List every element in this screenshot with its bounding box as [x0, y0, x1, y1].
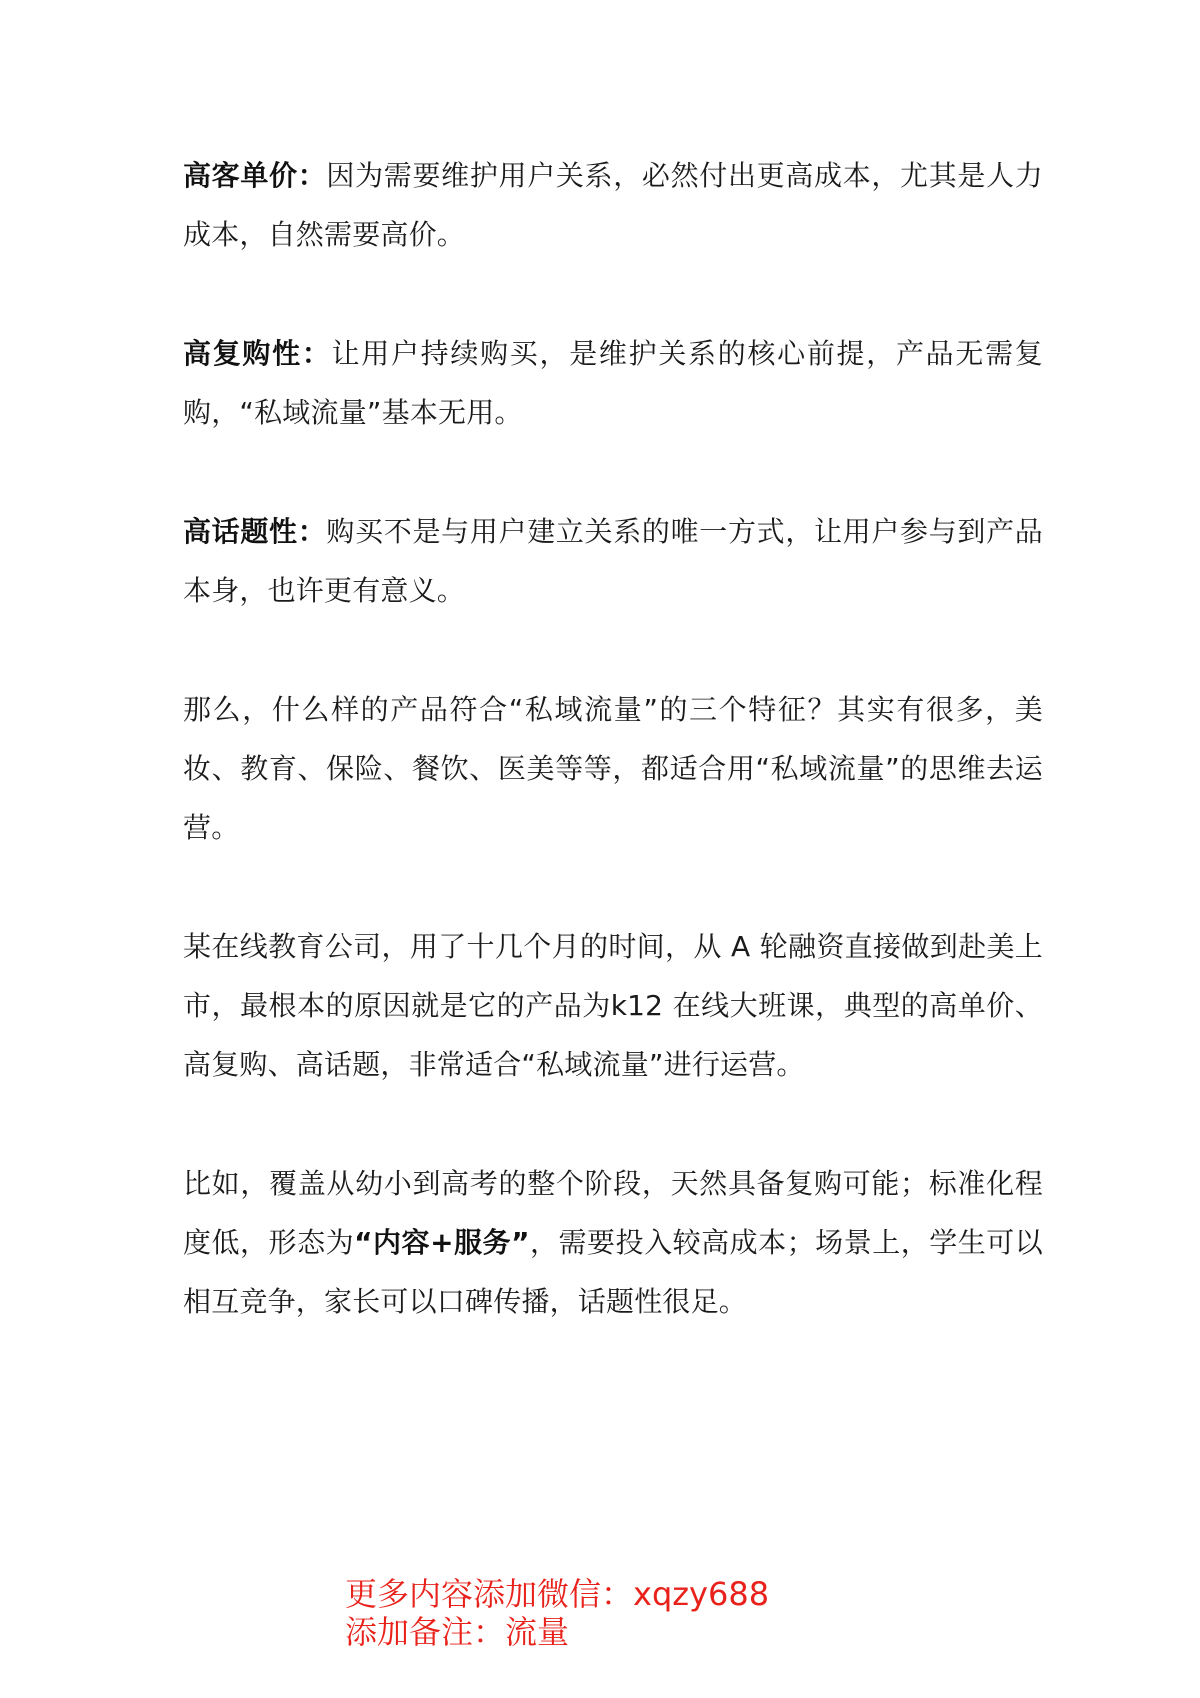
paragraph-label: 高复购性： — [183, 337, 332, 370]
paragraph-text: 购买不是与用户建立关系的唯一方式，让用户参与到产品本身，也许更有意义。 — [183, 515, 1043, 607]
paragraph-text: 那么，什么样的产品符合“私域流量”的三个特征？其实有很多，美妆、教育、保险、餐饮、医美等等，都适合用“私域流量”的思维去运营。 — [183, 693, 1043, 844]
paragraph-high-topicality — [183, 502, 1043, 620]
paragraph-text: 某在线教育公司，用了十几个月的时间，从 A 轮融资直接做到赴美上市，最根本的原因就是它的产品为k12 在线大班课，典型的高单价、高复购、高话题，非常适合“私域流量”进行运营。 — [183, 930, 1043, 1081]
wechat-contact-line: 更多内容添加微信：xqzy688 — [345, 1575, 770, 1613]
paragraph-label: 高话题性： — [183, 515, 327, 548]
paragraph-high-repurchase — [183, 324, 1043, 442]
note-line: 添加备注：流量 — [345, 1613, 570, 1651]
paragraph-text: 因为需要维护用户关系，必然付出更高成本，尤其是人力成本，自然需要高价。 — [183, 159, 1043, 251]
paragraph-example — [183, 1154, 1043, 1331]
paragraph-text: 让用户持续购买，是维护关系的核心前提，产品无需复购，“私域流量”基本无用。 — [183, 337, 1043, 429]
paragraph-education-case — [183, 917, 1043, 1094]
paragraph-text-before: 比如，覆盖从幼小到高考的整个阶段，天然具备复购可能；标准化程度低，形态为 — [183, 1167, 1043, 1259]
paragraph-suitable-products — [183, 680, 1043, 857]
article-body — [183, 146, 1043, 1391]
contact-footer — [345, 1575, 769, 1651]
paragraph-text-after: ，需要投入较高成本；场景上，学生可以相互竞争，家长可以口碑传播，话题性很足。 — [183, 1226, 1043, 1318]
paragraph-label: 高客单价： — [183, 159, 327, 192]
paragraph-high-unit-price — [183, 146, 1043, 264]
paragraph-bold-phrase: “内容+服务” — [354, 1226, 530, 1259]
